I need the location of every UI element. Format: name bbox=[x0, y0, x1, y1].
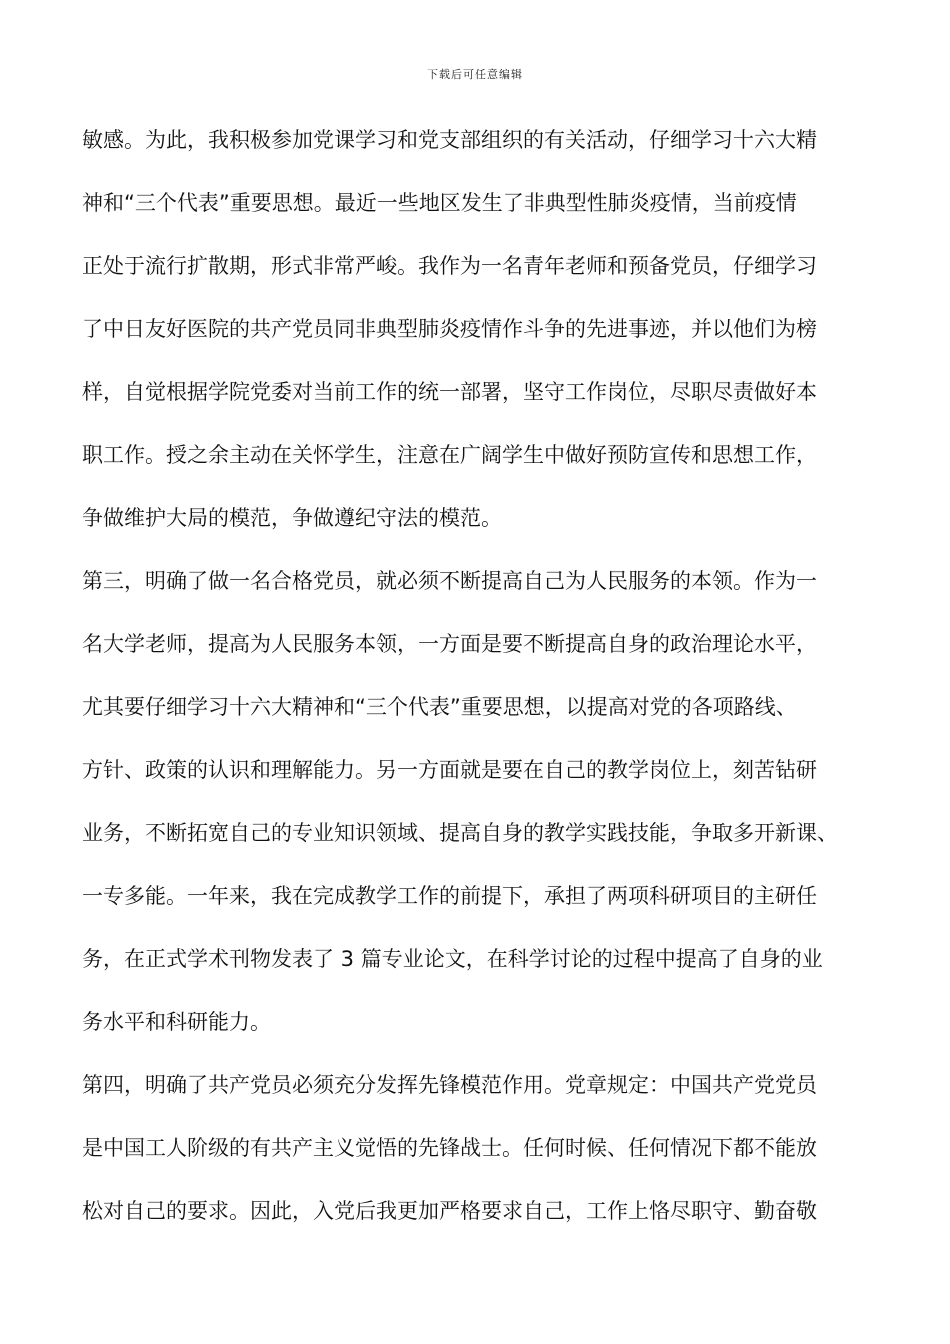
text-line: 职工作。授之余主动在关怀学生，注意在广阔学生中做好预防宣传和思想工作， bbox=[82, 443, 817, 467]
text-line: 务水平和科研能力。 bbox=[82, 1010, 271, 1034]
text-line: 第四，明确了共产党员必须充分发挥先锋模范作用。党章规定：中国共产党党员 bbox=[82, 1073, 817, 1097]
text-line: 神和“三个代表”重要思想。最近一些地区发生了非典型性肺炎疫情，当前疫情 bbox=[82, 191, 797, 215]
text-line: 方针、政策的认识和理解能力。另一方面就是要在自己的教学岗位上，刻苦钻研 bbox=[82, 758, 817, 782]
text-line: 务，在正式学术刊物发表了 3 篇专业论文，在科学讨论的过程中提高了自身的业 bbox=[82, 947, 823, 971]
text-line: 松对自己的要求。因此，入党后我更加严格要求自己，工作上恪尽职守、勤奋敬 bbox=[82, 1199, 817, 1223]
text-line: 样，自觉根据学院党委对当前工作的统一部署，坚守工作岗位，尽职尽责做好本 bbox=[82, 380, 817, 404]
document-body bbox=[82, 118, 882, 1252]
text-line: 争做维护大局的模范，争做遵纪守法的模范。 bbox=[82, 506, 502, 530]
text-line: 尤其要仔细学习十六大精神和“三个代表”重要思想，以提高对党的各项路线、 bbox=[82, 695, 797, 719]
text-line: 敏感。为此，我积极参加党课学习和党支部组织的有关活动，仔细学习十六大精 bbox=[82, 128, 817, 152]
text-line: 第三，明确了做一名合格党员，就必须不断提高自己为人民服务的本领。作为一 bbox=[82, 569, 817, 593]
text-line: 正处于流行扩散期，形式非常严峻。我作为一名青年老师和预备党员，仔细学习 bbox=[82, 254, 817, 278]
text-line: 是中国工人阶级的有共产主义觉悟的先锋战士。任何时候、任何情况下都不能放 bbox=[82, 1136, 817, 1160]
text-line: 业务，不断拓宽自己的专业知识领域、提高自身的教学实践技能，争取多开新课、 bbox=[82, 821, 838, 845]
text-line: 了中日友好医院的共产党员同非典型肺炎疫情作斗争的先进事迹，并以他们为榜 bbox=[82, 317, 817, 341]
text-line: 名大学老师，提高为人民服务本领，一方面是要不断提高自身的政治理论水平， bbox=[82, 632, 817, 656]
text-line: 一专多能。一年来，我在完成教学工作的前提下，承担了两项科研项目的主研任 bbox=[82, 884, 817, 908]
page-header: 下载后可任意编辑 bbox=[427, 68, 523, 81]
